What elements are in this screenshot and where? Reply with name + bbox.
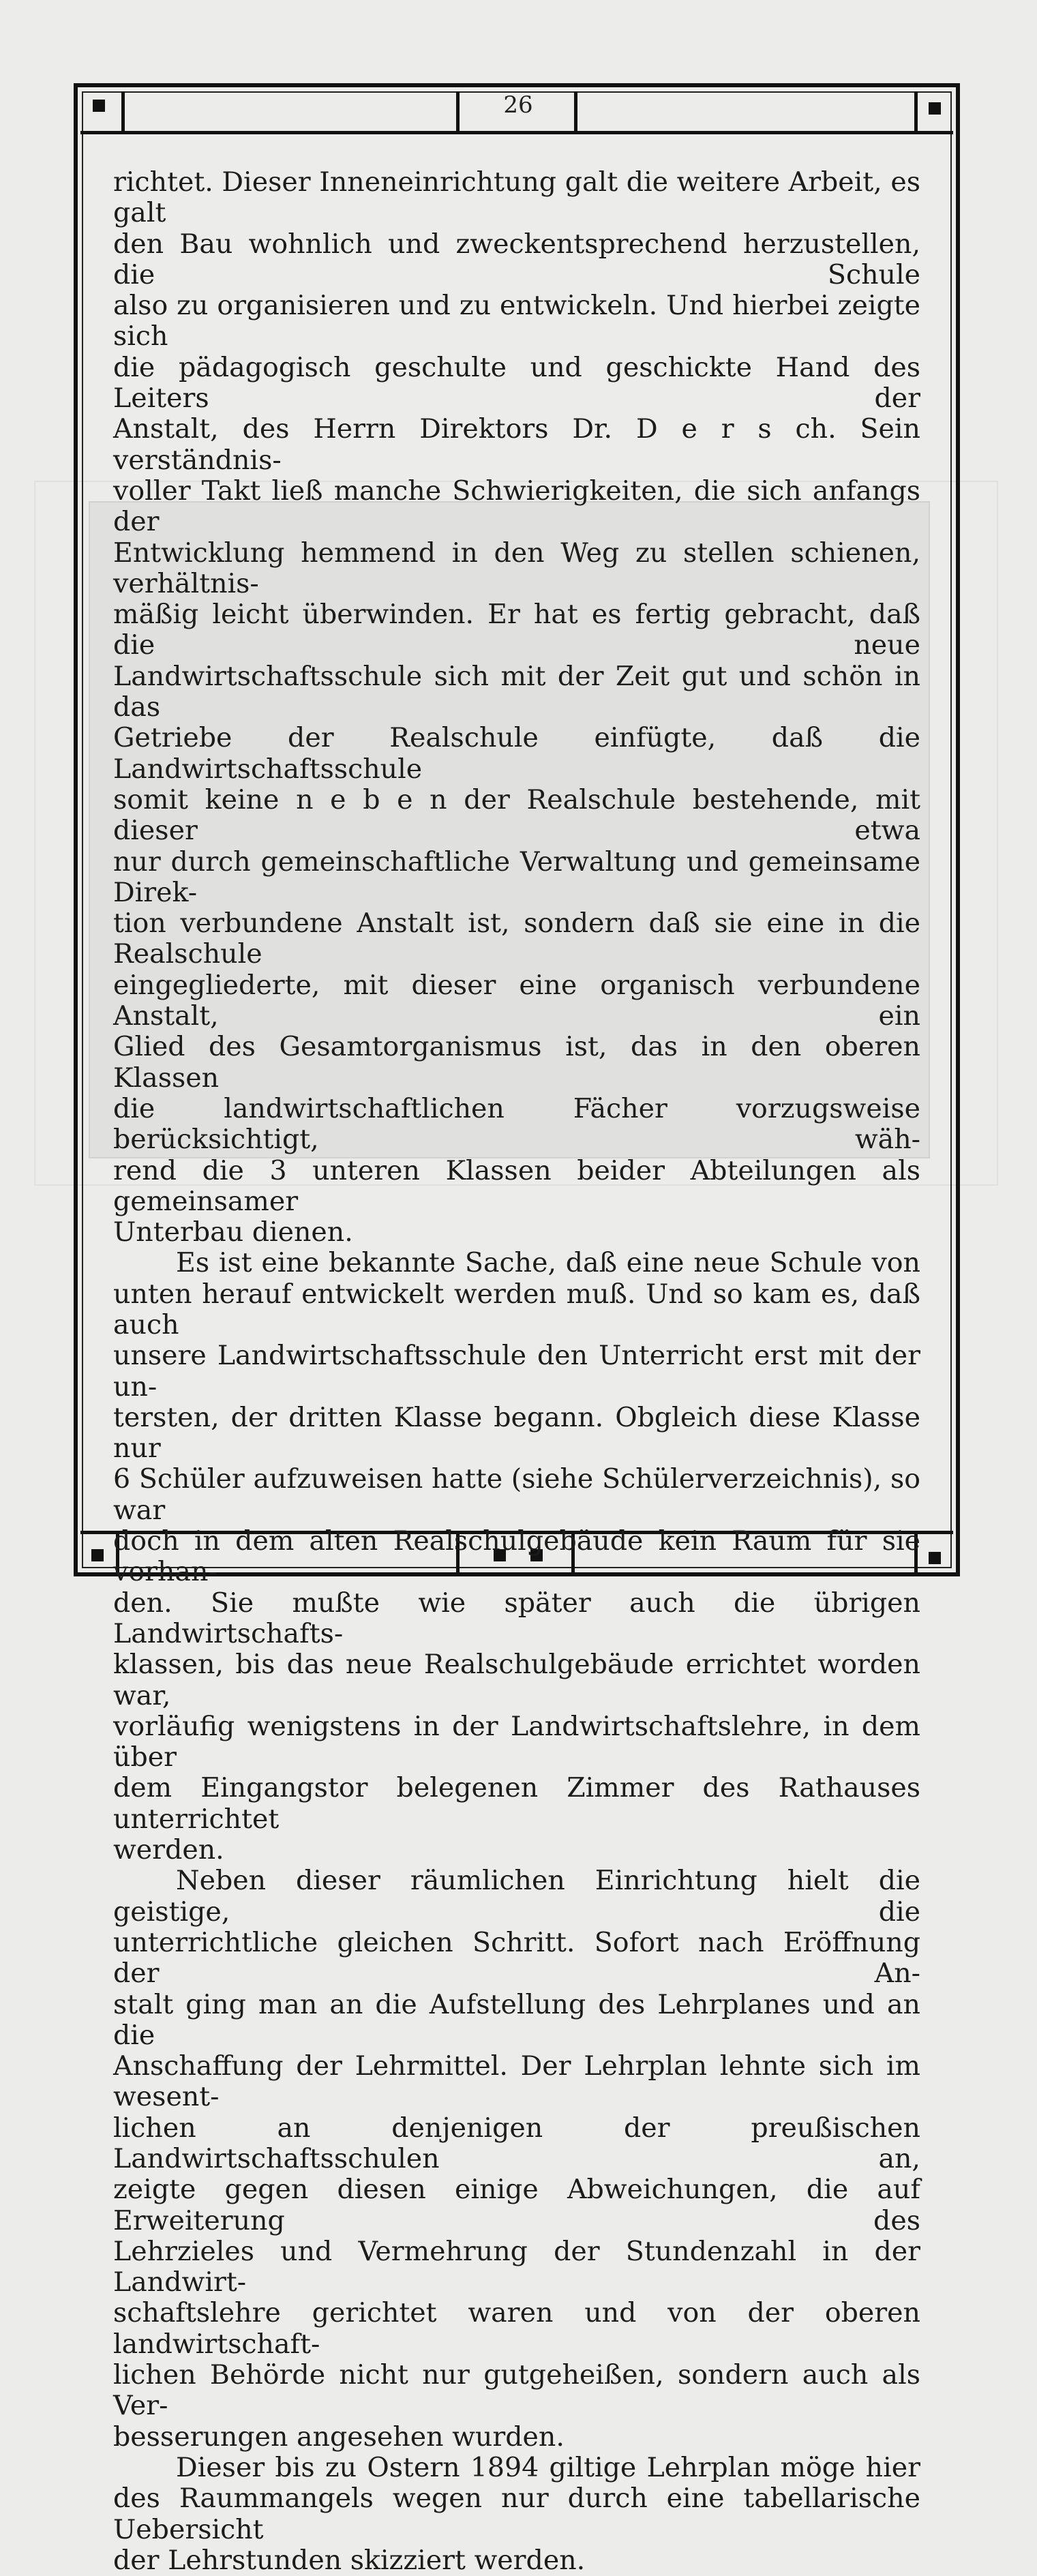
text-line: Anschaffung der Lehrmittel. Der Lehrplan lehnte sich im wesent-	[113, 2050, 920, 2113]
page-number: 26	[503, 91, 533, 119]
text-line: richtet. Dieser Inneneinrichtung galt die weitere Arbeit, es galt	[113, 166, 920, 229]
text-line: mäßig leicht überwinden. Er hat es fertig gebracht, daß die neue	[113, 599, 920, 661]
text-line: somit keine n e b e n der Realschule bestehende, mit dieser etwa	[113, 783, 920, 847]
text-line: Dieser bis zu Ostern 1894 giltige Lehrplan möge hier	[176, 2451, 920, 2483]
text-line: also zu organisieren und zu entwickeln. Und hierbei zeigte sich	[113, 290, 920, 353]
text-line: doch in dem alten Realschulgebäude kein Raum für sie vorhan-	[113, 1525, 920, 1588]
header-rule	[80, 131, 953, 134]
text-line: des Raummangels wegen nur durch eine tabellarische Uebersicht	[113, 2483, 920, 2545]
text-line: vorläufig wenigstens in der Landwirtschaftslehre, in dem über	[113, 1710, 920, 1773]
text-line: Lehrzieles und Vermehrung der Stundenzahl in der Landwirt-	[113, 2235, 920, 2298]
text-line: voller Takt ließ manche Schwierigkeiten, die sich anfangs der	[113, 475, 920, 538]
text-line: nur durch gemeinschaftliche Verwaltung und gemeinsame Direk-	[113, 845, 920, 908]
text-line: Glied des Gesamtorganismus ist, das in den oberen Klassen	[113, 1031, 920, 1094]
text-line: Neben dieser räumlichen Einrichtung hielt die geistige, die	[113, 1865, 920, 1928]
text-line: unsere Landwirtschaftsschule den Unterricht erst mit der un-	[113, 1340, 920, 1403]
text-line: der Lehrstunden skizziert werden.	[113, 2544, 586, 2576]
text-line: den Bau wohnlich und zweckentsprechend herzustellen, die Schule	[113, 228, 920, 290]
header-divider-center-left	[456, 91, 460, 132]
text-line: schaftslehre gerichtet waren und von der oberen landwirtschaft-	[113, 2297, 920, 2360]
text-line: 6 Schüler aufzuweisen hatte (siehe Schülerverzeichnis), so war	[113, 1463, 920, 1526]
text-line: lichen an denjenigen der preußischen Landwirtschaftsschulen an,	[113, 2112, 920, 2174]
ornament-square-icon	[929, 1552, 941, 1564]
text-line: zeigte gegen diesen einige Abweichungen, die auf Erweiterung des	[113, 2174, 920, 2236]
text-line: dem Eingangstor belegenen Zimmer des Rathauses unterrichtet	[113, 1772, 920, 1835]
text-line: unten herauf entwickelt werden muß. Und so kam es, daß auch	[113, 1278, 920, 1341]
text-line: die landwirtschaftlichen Fächer vorzugsweise berücksichtigt, wäh-	[113, 1092, 920, 1156]
header-divider-right	[914, 91, 918, 132]
text-line: die pädagogisch geschulte und geschickte Hand des Leiters der	[113, 351, 920, 415]
text-line: Anstalt, des Herrn Direktors Dr. D e r s ch. Sein verständnis-	[113, 413, 920, 476]
text-line: lichen Behörde nicht nur gutgeheißen, sondern auch als Ver-	[113, 2359, 920, 2422]
ornament-square-icon	[929, 102, 941, 115]
text-line: stalt ging man an die Aufstellung des Lehrplanes und an die	[113, 1988, 920, 2051]
header-divider-center-right	[574, 91, 577, 132]
ornament-square-icon	[91, 1549, 104, 1561]
text-line: unterrichtliche gleichen Schritt. Sofort nach Eröffnung der An-	[113, 1926, 920, 1990]
body-text	[113, 167, 920, 2576]
text-line: werden.	[113, 1834, 224, 1866]
text-line: Entwicklung hemmend in den Weg zu stellen schienen, verhältnis-	[113, 537, 920, 599]
text-line: Unterbau dienen.	[113, 1216, 353, 1248]
ornament-square-icon	[93, 100, 105, 112]
text-line: rend die 3 unteren Klassen beider Abteilungen als gemeinsamer	[113, 1154, 920, 1217]
text-line: klassen, bis das neue Realschulgebäude errichtet worden war,	[113, 1649, 920, 1711]
text-line: Landwirtschaftsschule sich mit der Zeit gut und schön in das	[113, 660, 920, 723]
text-line: besserungen angesehen wurden.	[113, 2421, 565, 2453]
header-divider-left	[121, 91, 125, 132]
text-line: eingegliederte, mit dieser eine organisch verbundene Anstalt, ein	[113, 969, 920, 1032]
text-line: tion verbundene Anstalt ist, sondern daß sie eine in die Realschule	[113, 908, 920, 970]
text-line: Es ist eine bekannte Sache, daß eine neue Schule von	[176, 1247, 920, 1279]
text-line: tersten, der dritten Klasse begann. Obgleich diese Klasse nur	[113, 1401, 920, 1465]
text-line: den. Sie mußte wie später auch die übrigen Landwirtschafts-	[113, 1587, 920, 1649]
text-line: Getriebe der Realschule einfügte, daß die Landwirtschaftsschule	[113, 722, 920, 785]
